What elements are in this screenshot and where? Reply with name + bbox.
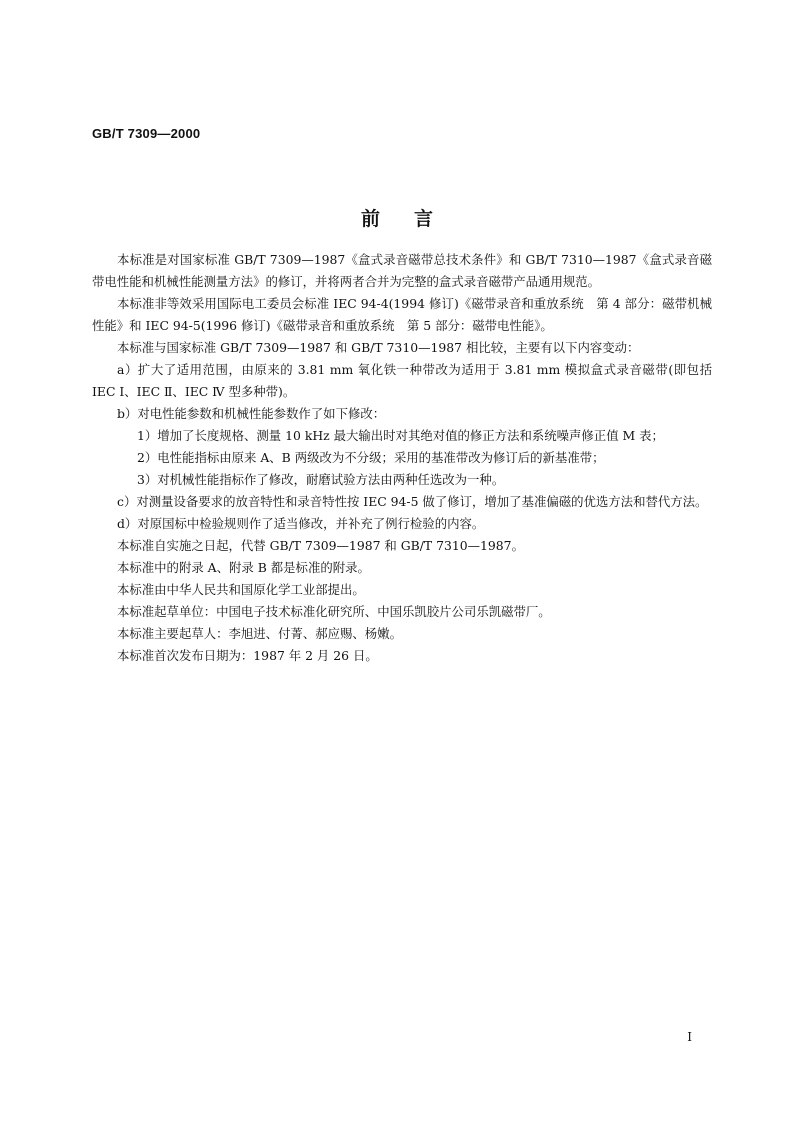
page-number: I	[687, 1030, 692, 1044]
paragraph-first-issue: 本标准首次发布日期为：1987 年 2 月 26 日。	[117, 648, 378, 663]
paragraph-intro: 本标准是对国家标准 GB/T 7309—1987《盒式录音磁带总技术条件》和 GB/T 7310—1987《盒式录音磁带电性能和机械性能测量方法》的修订，并将两者合并为完整的盒式录音磁带产品通用规范。	[92, 252, 712, 289]
paragraph-drafters: 本标准主要起草人：李旭进、付菁、郝应赐、杨嫩。	[117, 626, 402, 641]
list-item-a: a）扩大了适用范围，由原来的 3.81 mm 氧化铁一种带改为适用于 3.81 mm 模拟盒式录音磁带(即包括 IEC Ⅰ、IEC Ⅱ、IEC Ⅳ 型多种带)。	[92, 362, 712, 399]
sub-item-3: 3）对机械性能指标作了修改，耐磨试验方法由两种任选改为一种。	[137, 472, 505, 487]
sub-item-2: 2）电性能指标由原来 A、B 两级改为不分级；采用的基准带改为修订后的新基准带；	[137, 450, 605, 465]
list-item-c: c）对测量设备要求的放音特性和录音特性按 IEC 94-5 做了修订，增加了基准偏磁的优选方法和替代方法。	[117, 494, 708, 509]
paragraph-drafting-unit: 本标准起草单位：中国电子技术标准化研究所、中国乐凯胶片公司乐凯磁带厂。	[117, 604, 551, 619]
paragraph-adoption: 本标准非等效采用国际电工委员会标准 IEC 94-4(1994 修订)《磁带录音和重放系统 第 4 部分：磁带机械性能》和 IEC 94-5(1996 修订)《磁带录音和重放系统 第 5 部分：磁带电性能》。	[92, 296, 712, 333]
paragraph-appendix: 本标准中的附录 A、附录 B 都是标准的附录。	[117, 560, 370, 575]
list-item-b: b）对电性能参数和机械性能参数作了如下修改：	[117, 406, 386, 421]
foreword-body	[92, 249, 712, 667]
standard-code: GB/T 7309—2000	[92, 126, 201, 141]
page-title: 前言	[360, 208, 467, 230]
paragraph-changes-intro: 本标准与国家标准 GB/T 7309—1987 和 GB/T 7310—1987 相比较，主要有以下内容变动：	[117, 340, 640, 355]
paragraph-proposer: 本标准由中华人民共和国原化学工业部提出。	[117, 582, 365, 597]
paragraph-replacement: 本标准自实施之日起，代替 GB/T 7309—1987 和 GB/T 7310—1987。	[117, 538, 524, 553]
sub-item-1: 1）增加了长度规格、测量 10 kHz 最大输出时对其绝对值的修正方法和系统噪声修正值 M 表；	[137, 428, 664, 443]
list-item-d: d）对原国标中检验规则作了适当修改，并补充了例行检验的内容。	[117, 516, 485, 531]
